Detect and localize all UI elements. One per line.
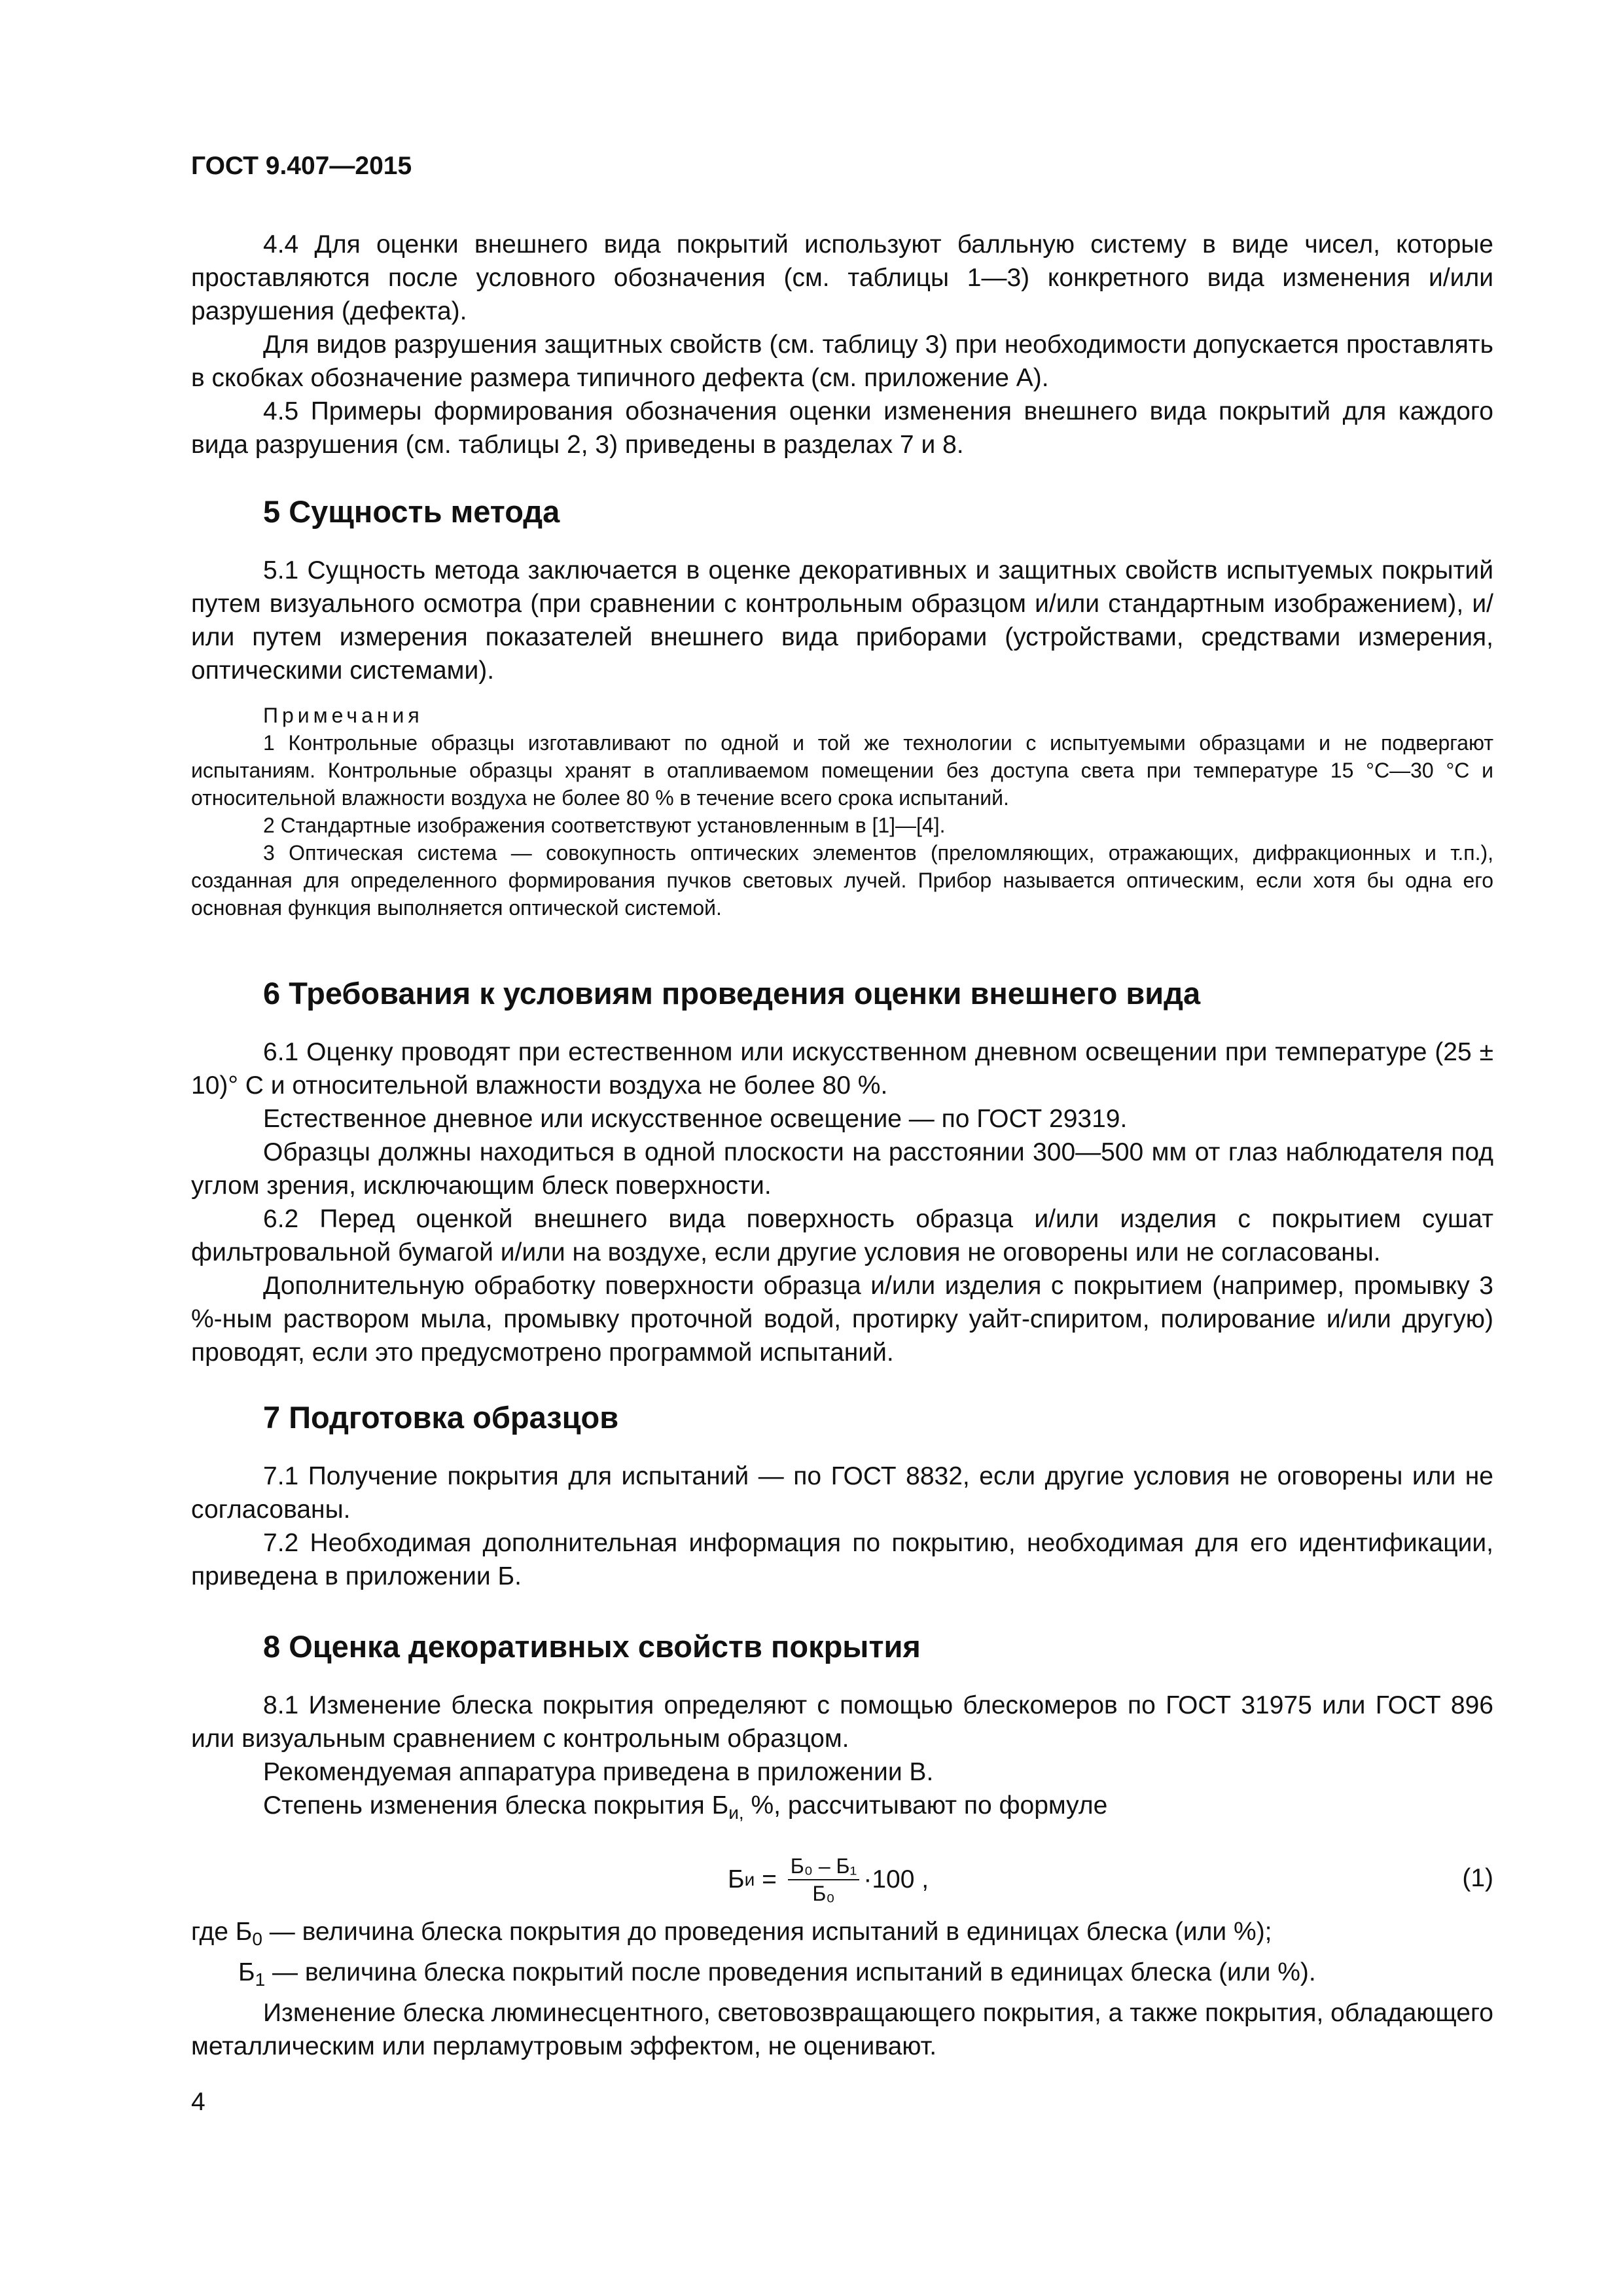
paragraph-6-1: 6.1 Оценку проводят при естественном или искусственном дневном освещении при температуре (25 ± 10)° С и относительной влажности воздуха не более 80 %. [191, 1038, 1493, 1100]
formula-fraction: $\frac{\text{Б₀ – Б₁}}{\text{Б₀}}$ [788, 1853, 860, 1907]
section-8 [191, 1627, 1493, 1666]
paragraph-8-1: 8.1 Изменение блеска покрытия определяют с помощью блескомеров по ГОСТ 31975 или ГОСТ 896 или визуальным сравнением с контрольным образцом. [191, 1691, 1493, 1753]
paragraph-4-4-b: Для видов разрушения защитных свойств (см. таблицу 3) при необходимости допускается проставлять в скобках обозначение размера типичного дефекта (см. приложение А). [191, 331, 1493, 392]
section-6-heading: 6 Требования к условиям проведения оценки внешнего вида [263, 976, 1201, 1011]
paragraph-7-1: 7.1 Получение покрытия для испытаний — по ГОСТ 8832, если другие условия не оговорены или не согласованы. [191, 1462, 1493, 1524]
note-2: 2 Стандартные изображения соответствуют установленным в [1]—[4]. [263, 814, 946, 837]
section-7-body [191, 1460, 1493, 1593]
section-6-body [191, 1035, 1493, 1369]
notes-title: Примечания [263, 704, 423, 727]
paragraph-8-1-b: Рекомендуемая аппаратура приведена в приложении В. [263, 1758, 934, 1786]
note-3: 3 Оптическая система — совокупность оптических элементов (преломляющих, отражающих, дифракционных и т.п.), созданная для определенного формирования пучков световых лучей. Прибор называется оптическим, если хотя бы одна его основная функция выполняется оптической системой. [191, 841, 1493, 920]
notes-block [191, 702, 1493, 922]
paragraph-5-1: 5.1 Сущность метода заключается в оценке декоративных и защитных свойств испытуемых покрытий путем визуального осмотра (при сравнении с контрольным образцом и/или стандартным изображением), и/или путем измерения показателей внешнего вида приборами (устройствами, средствами измерения, оптическими системами). [191, 556, 1493, 685]
paragraph-8-1-c: Степень изменения блеска покрытия $Б_{и,}$ %, рассчитывают по формуле [263, 1791, 1108, 1823]
section-8-body [191, 1689, 1493, 1829]
paragraph-4-5: 4.5 Примеры формирования обозначения оценки изменения внешнего вида покрытий для каждого вида разрушения (см. таблицы 2, 3) приведены в разделах 7 и 8. [191, 397, 1493, 459]
paragraph-4-4: 4.4 Для оценки внешнего вида покрытий используют балльную систему в виде чисел, которые проставляются после условного обозначения (см. таблицы 1—3) конкретного вида изменения и/или разрушения (дефекта). [191, 230, 1493, 325]
paragraph-6-1-c: Образцы должны находиться в одной плоскости на расстоянии 300—500 мм от глаз наблюдателя под углом зрения, исключающим блеск поверхности. [191, 1138, 1493, 1200]
section-8-heading: 8 Оценка декоративных свойств покрытия [263, 1629, 921, 1664]
paragraph-6-2-b: Дополнительную обработку поверхности образца и/или изделия с покрытием (например, промывку 3 %-ным раствором мыла, промывку проточной водой, протирку уайт-спиритом, полирование и/или другую) проводят, если это предусмотрено программой испытаний. [191, 1272, 1493, 1367]
formula-1 [191, 1847, 1493, 1912]
gloss-formula: Б и = $\frac{\text{Б₀ – Б₁}}{\text{Б₀}}$ ·100 , [728, 1854, 929, 1905]
section-4-continued [191, 228, 1493, 461]
section-5 [191, 492, 1493, 531]
document-header: ГОСТ 9.407—2015 [191, 152, 412, 180]
paragraph-6-1-b: Естественное дневное или искусственное освещение — по ГОСТ 29319. [263, 1105, 1128, 1133]
paragraph-7-2: 7.2 Необходимая дополнительная информация по покрытию, необходимая для его идентификации, приведена в приложении Б. [191, 1529, 1493, 1590]
page-number: 4 [191, 2088, 205, 2116]
section-7 [191, 1398, 1493, 1437]
formula-number: (1) [1462, 1864, 1493, 1892]
note-1: 1 Контрольные образцы изготавливают по одной и той же технологии с испытуемыми образцами и не подвергают испытаниям. Контрольные образцы хранят в отапливаемом помещении без доступа света при температуре 15 °С—30 °С и относительной влажности воздуха не более 80 % в течение всего срока испытаний. [191, 731, 1493, 810]
legend-b0: где $Б_0$ — величина блеска покрытия до проведения испытаний в единицах блеска (или %); [191, 1918, 1272, 1949]
legend-b1: $Б_1$ — величина блеска покрытий после проведения испытаний в единицах блеска (или %). [238, 1958, 1316, 1990]
formula-legend [191, 1915, 1493, 2063]
section-6 [191, 974, 1493, 1013]
section-7-heading: 7 Подготовка образцов [263, 1400, 619, 1435]
section-5-heading: 5 Сущность метода [263, 494, 560, 529]
paragraph-8-1-d: Изменение блеска люминесцентного, световозвращающего покрытия, а также покрытия, обладающего металлическим или перламутровым эффектом, не оценивают. [191, 1999, 1493, 2060]
section-5-body [191, 554, 1493, 687]
paragraph-6-2: 6.2 Перед оценкой внешнего вида поверхность образца и/или изделия с покрытием сушат фильтровальной бумагой и/или на воздухе, если другие условия не оговорены или не согласованы. [191, 1205, 1493, 1266]
